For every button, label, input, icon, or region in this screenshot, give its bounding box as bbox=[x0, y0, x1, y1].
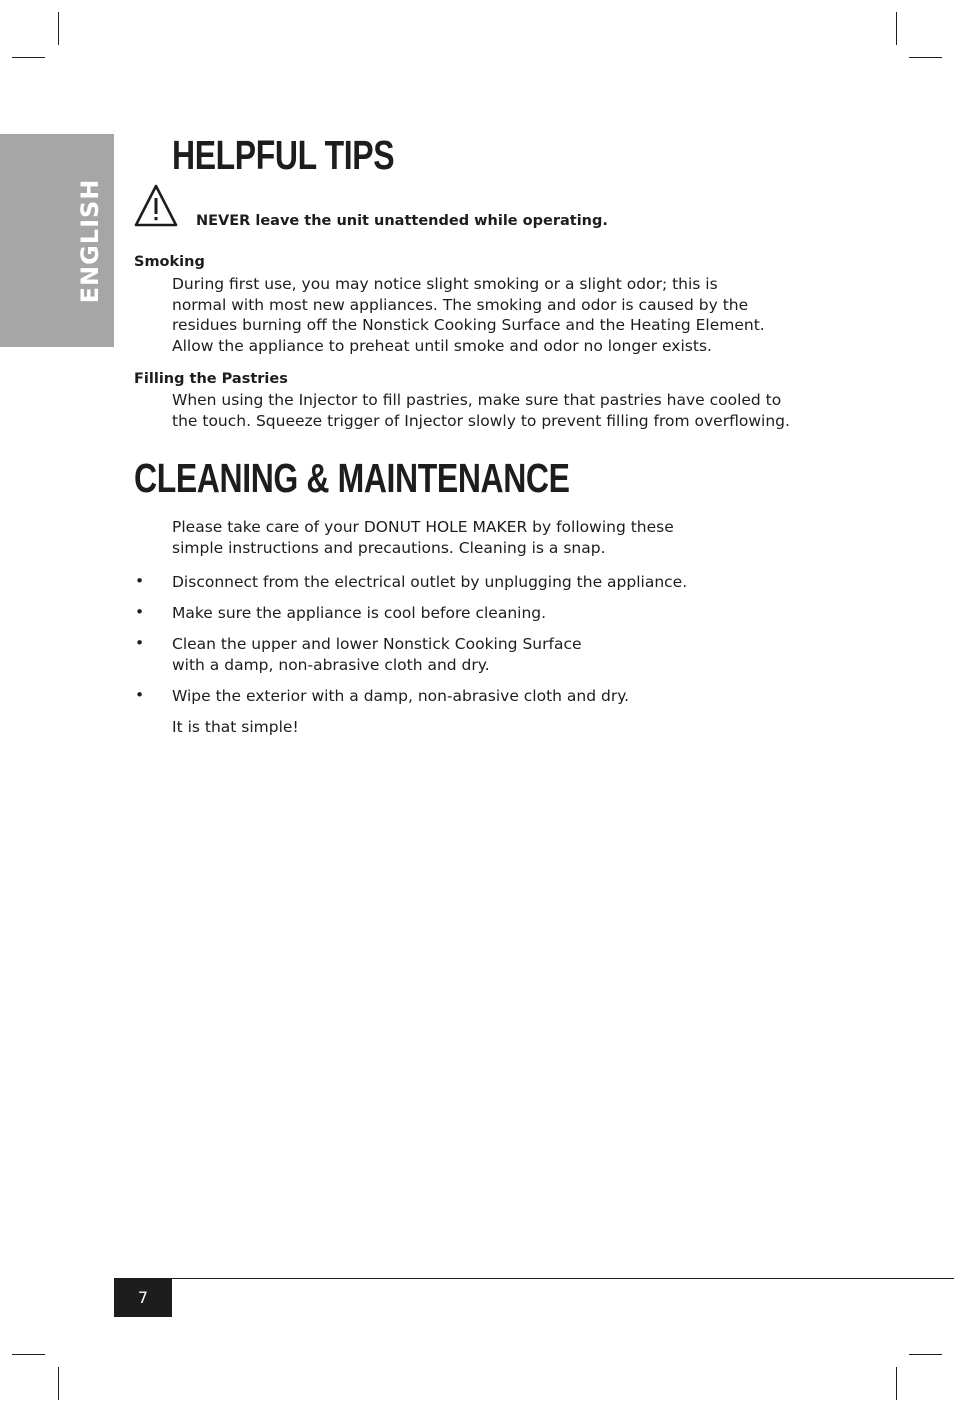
crop-mark bbox=[896, 12, 897, 45]
crop-mark bbox=[909, 1354, 942, 1355]
bullet-symbol: • bbox=[135, 686, 145, 704]
language-label: ENGLISH bbox=[76, 178, 104, 304]
bullet-symbol: • bbox=[135, 572, 145, 590]
list-item bbox=[172, 603, 792, 624]
intro-line: Please take care of your DONUT HOLE MAKER by following these bbox=[172, 518, 674, 536]
smoking-line: During first use, you may notice slight smoking or a slight odor; this is bbox=[172, 275, 718, 293]
intro-line: simple instructions and precautions. Cleaning is a snap. bbox=[172, 538, 606, 557]
smoking-heading: Smoking bbox=[134, 254, 205, 270]
page-number: 7 bbox=[114, 1278, 172, 1317]
cleaning-intro bbox=[172, 517, 832, 558]
list-item-line: Make sure the appliance is cool before cleaning. bbox=[172, 604, 547, 622]
list-item-line: Wipe the exterior with a damp, non-abrasive cloth and dry. bbox=[172, 687, 630, 705]
cleaning-heading: CLEANING & MAINTENANCE bbox=[134, 455, 570, 501]
crop-mark bbox=[896, 1367, 897, 1400]
list-item-line: with a damp, non-abrasive cloth and dry. bbox=[172, 656, 490, 674]
footer-rule bbox=[114, 1278, 954, 1279]
filling-heading: Filling the Pastries bbox=[134, 371, 288, 387]
smoking-line: Allow the appliance to preheat until smoke and odor no longer exists. bbox=[172, 336, 712, 355]
list-item bbox=[172, 634, 792, 676]
filling-line: When using the Injector to fill pastries, make sure that pastries have cooled to bbox=[172, 391, 782, 409]
list-item bbox=[172, 572, 792, 593]
crop-mark bbox=[909, 57, 942, 58]
filling-paragraph bbox=[172, 390, 832, 431]
crop-mark bbox=[12, 1354, 45, 1355]
bullet-symbol: • bbox=[135, 634, 145, 652]
list-item-line: Clean the upper and lower Nonstick Cooking Surface bbox=[172, 635, 582, 653]
smoking-line: normal with most new appliances. The smoking and odor is caused by the bbox=[172, 295, 749, 314]
filling-line: the touch. Squeeze trigger of Injector slowly to prevent filling from overflowing. bbox=[172, 411, 790, 430]
crop-mark bbox=[58, 1367, 59, 1400]
warning-triangle-icon bbox=[134, 183, 178, 229]
smoking-paragraph bbox=[172, 274, 832, 356]
list-item-line: Disconnect from the electrical outlet by unplugging the appliance. bbox=[172, 573, 688, 591]
smoking-line: residues burning off the Nonstick Cooking Surface and the Heating Element. bbox=[172, 316, 765, 334]
warning-message: NEVER leave the unit unattended while operating. bbox=[196, 213, 608, 229]
crop-mark bbox=[12, 57, 45, 58]
list-item bbox=[172, 686, 792, 707]
closing-text: It is that simple! bbox=[172, 718, 299, 736]
bullet-symbol: • bbox=[135, 603, 145, 621]
helpful-tips-heading: HELPFUL TIPS bbox=[172, 132, 395, 178]
crop-mark bbox=[58, 12, 59, 45]
